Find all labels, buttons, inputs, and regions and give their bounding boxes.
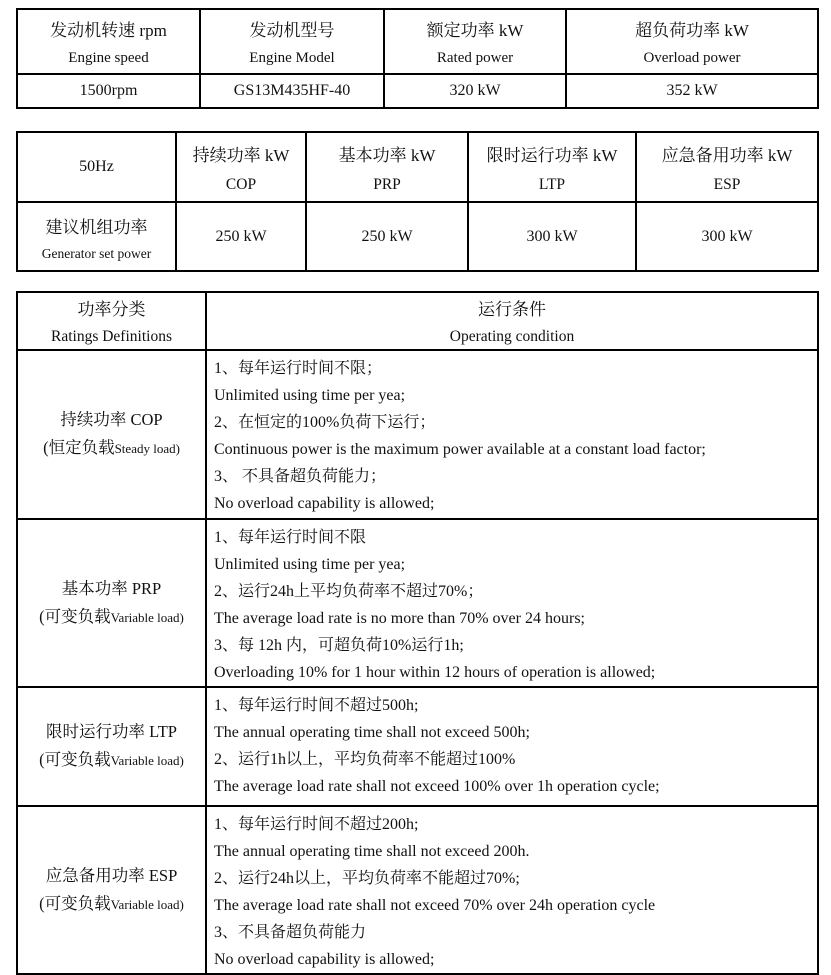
ltp-definition-row	[17, 687, 818, 806]
ratings-definitions-header	[17, 292, 206, 350]
esp-load-type	[18, 890, 205, 919]
rated-power-value: 320 kW	[384, 74, 566, 108]
esp-load-type-zh: (可变负载	[39, 893, 111, 913]
ltp-load-type	[18, 746, 205, 775]
operating-condition-title-zh: 运行条件	[478, 299, 546, 319]
generator-set-power-label	[17, 202, 176, 271]
engine-model-value: GS13M435HF-40	[200, 74, 384, 108]
condition-line: 3、每 12h 内，可超负荷10%运行1h;	[214, 637, 464, 654]
overload-power-title-en: Overload power	[643, 49, 741, 66]
ltp-title-zh: 限时运行功率 kW	[486, 145, 618, 165]
prp-conditions-cell	[206, 519, 818, 687]
esp-label-cell	[17, 806, 206, 974]
cop-load-type-en: Steady load)	[114, 441, 180, 456]
cop-title-zh: 持续功率 kW	[192, 145, 290, 165]
esp-label: 应急备用功率 ESP	[45, 865, 178, 885]
engine-speed-title-en: Engine speed	[68, 49, 149, 66]
prp-abbr: PRP	[373, 175, 401, 193]
ratings-definition-table	[16, 291, 819, 975]
condition-line: Continuous power is the maximum power available at a constant load factor;	[214, 441, 706, 458]
condition-line: 2、运行24h以上，平均负荷率不能超过70%;	[214, 870, 520, 887]
overload-power-title-zh: 超负荷功率 kW	[635, 20, 749, 40]
condition-line: 2、运行24h上平均负荷率不超过70%；	[214, 583, 484, 600]
condition-line: 2、在恒定的100%负荷下运行；	[214, 414, 436, 431]
generator-set-power-label-zh: 建议机组功率	[45, 217, 148, 237]
overload-power-value: 352 kW	[566, 74, 818, 108]
rated-power-header	[384, 9, 566, 74]
esp-load-type-en: Variable load)	[110, 896, 184, 912]
condition-line: Unlimited using time per yea;	[214, 387, 406, 404]
esp-header	[636, 132, 818, 202]
condition-line: The average load rate shall not exceed 100% over 1h operation cycle;	[214, 778, 660, 795]
esp-abbr: ESP	[713, 175, 741, 193]
engine-model-title-zh: 发动机型号	[249, 20, 335, 40]
cop-load-type-zh: (恒定负载	[43, 438, 115, 457]
frequency-cell	[17, 132, 176, 202]
ltp-abbr: LTP	[538, 175, 566, 193]
ltp-load-type-zh: (可变负载	[39, 750, 111, 769]
esp-title-zh: 应急备用功率 kW	[661, 145, 793, 165]
engine-model-header	[200, 9, 384, 74]
cop-value: 250 kW	[176, 202, 306, 271]
condition-line: 3、 不具备超负荷能力；	[214, 468, 387, 485]
operating-condition-header	[206, 292, 818, 350]
prp-load-type	[18, 603, 205, 632]
condition-line: The average load rate shall not exceed 70% over 24h operation cycle	[214, 897, 656, 914]
engine-speed-title-zh: 发动机转速 rpm	[50, 20, 167, 40]
ltp-label: 限时运行功率 LTP	[46, 722, 177, 741]
cop-label-cell	[17, 350, 206, 519]
operating-condition-title-en: Operating condition	[449, 327, 575, 345]
definitions-header-row	[17, 292, 818, 350]
cop-load-type	[18, 434, 205, 463]
condition-line: The annual operating time shall not exceed 500h;	[214, 724, 530, 741]
power-rating-header-row	[17, 132, 818, 202]
cop-abbr: COP	[225, 175, 257, 193]
condition-line: 1、每年运行时间不超过200h;	[214, 816, 419, 833]
prp-definition-row	[17, 519, 818, 687]
generator-set-power-label-en: Generator set power	[41, 245, 152, 261]
esp-conditions-cell	[206, 806, 818, 974]
prp-header	[306, 132, 468, 202]
cop-definition-row	[17, 350, 818, 519]
engine-spec-table	[16, 8, 819, 109]
prp-label: 基本功率 PRP	[61, 578, 162, 598]
condition-line: 3、不具备超负荷能力	[214, 924, 367, 941]
condition-line: The annual operating time shall not exceed 200h.	[214, 843, 530, 860]
condition-line: Overloading 10% for 1 hour within 12 hours of operation is allowed;	[214, 664, 656, 681]
ltp-header	[468, 132, 636, 202]
condition-line: 1、每年运行时间不超过500h;	[214, 697, 419, 714]
rated-power-title-zh: 额定功率 kW	[426, 20, 524, 40]
prp-label-cell	[17, 519, 206, 687]
engine-spec-header-row	[17, 9, 818, 74]
prp-load-type-zh: (可变负载	[39, 606, 111, 626]
prp-value: 250 kW	[306, 202, 468, 271]
frequency-label: 50Hz	[79, 158, 114, 175]
condition-line: 1、每年运行时间不限	[214, 529, 367, 546]
ltp-conditions-cell	[206, 687, 818, 806]
ltp-label-cell	[17, 687, 206, 806]
ltp-value: 300 kW	[468, 202, 636, 271]
condition-line: No overload capability is allowed;	[214, 495, 435, 512]
condition-line: 1、每年运行时间不限；	[214, 360, 383, 377]
overload-power-header	[566, 9, 818, 74]
esp-definition-row	[17, 806, 818, 974]
cop-conditions-cell	[206, 350, 818, 519]
condition-line: No overload capability is allowed;	[214, 951, 435, 968]
ratings-definitions-title-zh: 功率分类	[77, 299, 146, 319]
cop-label: 持续功率 COP	[60, 410, 163, 429]
engine-model-title-en: Engine Model	[249, 49, 335, 66]
power-rating-table	[16, 131, 819, 272]
engine-speed-header	[17, 9, 200, 74]
esp-value: 300 kW	[636, 202, 818, 271]
rated-power-title-en: Rated power	[436, 49, 514, 66]
engine-spec-value-row	[17, 74, 818, 108]
ratings-definitions-title-en: Ratings Definitions	[51, 327, 172, 345]
power-rating-value-row	[17, 202, 818, 271]
engine-speed-value: 1500rpm	[17, 74, 200, 108]
cop-header	[176, 132, 306, 202]
condition-line: 2、运行1h以上，平均负荷率不能超过100%	[214, 751, 516, 768]
condition-line: The average load rate is no more than 70% over 24 hours;	[214, 610, 585, 627]
condition-line: Unlimited using time per yea;	[214, 556, 406, 573]
prp-load-type-en: Variable load)	[110, 609, 184, 625]
prp-title-zh: 基本功率 kW	[338, 145, 436, 165]
ltp-load-type-en: Variable load)	[110, 753, 184, 768]
